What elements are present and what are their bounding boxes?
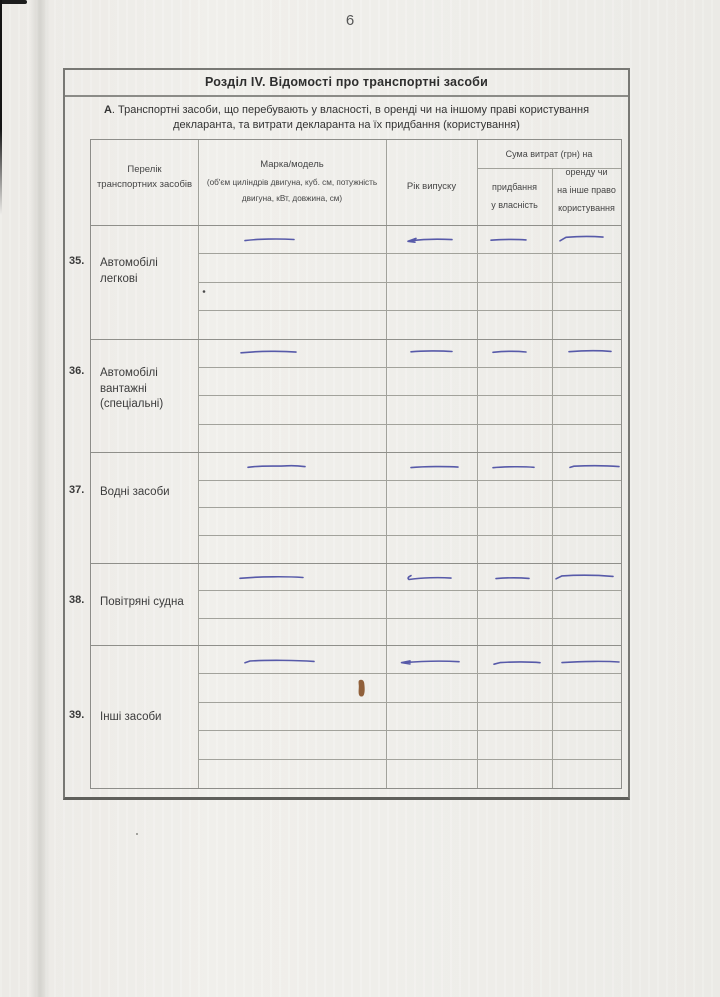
row-label-36: Автомобілі вантажні (спеціальні) [100,367,164,410]
row-label-38: Повітряні судна [100,596,184,608]
handwritten-dash-39-make-model [245,660,314,662]
handwritten-dash-37-rent [570,466,619,468]
subsection-label: А [103,104,112,116]
header-make-model: Марка/модель [260,159,324,170]
handwritten-dash-38-rent [556,575,613,579]
row-label-39: Інші засоби [100,711,162,723]
row-number-39: 39. [69,709,85,721]
page-number: 6 [345,12,355,29]
paper-streak [30,0,50,997]
scan-edge-artifact-left [0,0,2,215]
handwritten-dash-36-make-model [241,351,296,353]
ink-blot [359,680,365,697]
header-line: двигуна, кВт, довжина, см) [241,194,343,203]
header-line: користування [558,203,615,213]
handwritten-dash-37-purchase [493,467,534,468]
handwritten-dash-36-purchase [493,351,526,352]
row-number-36: 36. [69,365,85,377]
section-title: Розділ IV. Відомості про транспортні засоби [65,70,628,97]
handwritten-dash-39-rent [562,661,619,662]
handwritten-dash-37-year [411,467,458,468]
handwritten-dash-36-rent [569,351,611,352]
vehicles-table [90,139,622,789]
handwritten-dash-35-rent [560,236,603,240]
handwritten-dash-39-purchase [494,662,540,664]
handwritten-dash-38-year [408,576,451,580]
row-label-35: Автомобілі легкові [100,257,158,285]
section-subtitle [104,103,590,133]
subsection-text: . Транспортні засоби, що перебувають у власності, в оренді чи на іншому праві користування декларанта, та витрати декларанта на їх придбання (користування) [111,104,590,131]
header-line: (об'єм циліндрів двигуна, куб. см, потужність [206,178,378,187]
handwritten-dash-35-purchase [491,239,526,240]
row-number-37: 37. [69,484,85,496]
row-label-37: Водні засоби [100,486,170,498]
header-line: на інше право [557,185,616,195]
header-line: Перелік [127,164,162,175]
handwritten-dash-35-make-model [245,239,294,241]
header-expenses-group: Сума витрат (грн) на [505,149,593,159]
handwriting-layer [91,140,621,788]
row-number-35: 35. [69,255,85,267]
handwritten-dash-35-year [408,238,452,242]
pen-dot [203,290,206,293]
scan-edge-artifact-top [0,0,27,4]
handwritten-dash-36-year [411,351,452,352]
handwritten-dash-37-make-model [248,466,305,468]
paper-speck [136,833,138,835]
header-year: Рік випуску [406,181,457,192]
header-line: транспортних засобів [96,179,193,190]
header-line: придбання [492,182,537,192]
row-number-38: 38. [69,594,85,606]
handwritten-dash-39-year [402,661,460,664]
header-line: у власність [491,200,538,210]
header-line: оренду чи [565,167,608,177]
handwritten-dash-38-make-model [240,577,303,579]
section-box [63,68,630,800]
handwritten-dash-38-purchase [496,578,529,579]
